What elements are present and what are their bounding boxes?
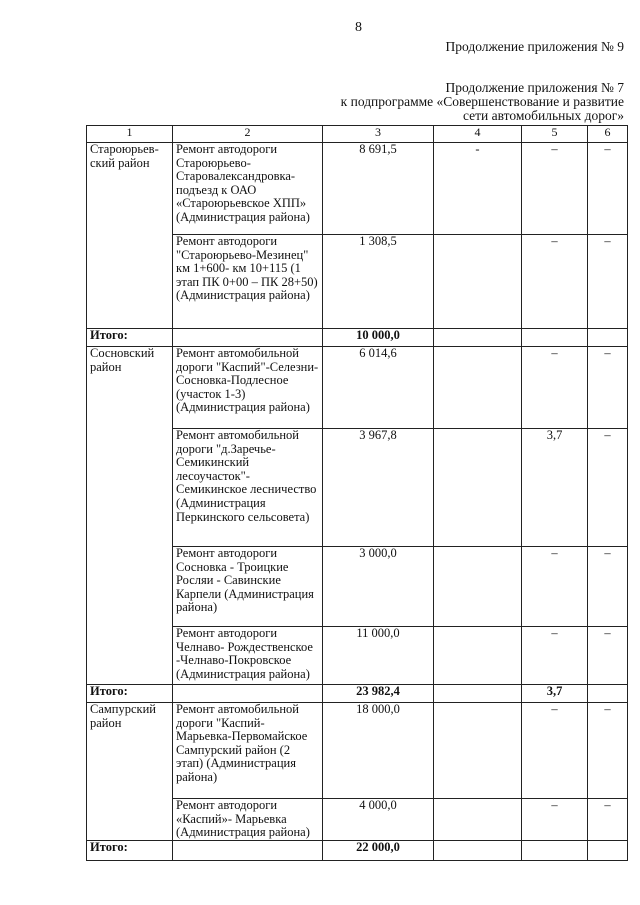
col4-cell xyxy=(434,347,522,429)
header-line-1: Продолжение приложения № 7 xyxy=(445,80,624,95)
column-header: 2 xyxy=(173,126,323,143)
work-description: Ремонт автодороги Челнаво- Рождественское -Челнаво-Покровское (Администрация района) xyxy=(173,627,323,685)
empty-cell xyxy=(434,841,522,861)
header-line-2: к подпрограмме «Совершенствование и развитие xyxy=(340,94,624,109)
empty-cell xyxy=(173,329,323,347)
column-header: 1 xyxy=(87,126,173,143)
table-row xyxy=(87,143,628,235)
col5-cell: – xyxy=(522,143,588,235)
column-header-row xyxy=(87,126,628,143)
col6-cell: – xyxy=(588,627,628,685)
col5-cell: – xyxy=(522,235,588,329)
empty-cell xyxy=(588,329,628,347)
road-repair-table xyxy=(86,125,628,861)
table-row xyxy=(87,703,628,799)
column-header: 3 xyxy=(323,126,434,143)
amount-cell: 11 000,0 xyxy=(323,627,434,685)
total-amount: 10 000,0 xyxy=(323,329,434,347)
total-row xyxy=(87,329,628,347)
total-col5: 3,7 xyxy=(522,685,588,703)
work-description: Ремонт автомобильной дороги "Каспий-Марьевка-Первомайское Сампурский район (2 этап) (Администрация района) xyxy=(173,703,323,799)
total-row xyxy=(87,685,628,703)
col5-cell: – xyxy=(522,627,588,685)
col5-cell: – xyxy=(522,703,588,799)
empty-cell xyxy=(434,685,522,703)
total-label: Итого: xyxy=(87,329,173,347)
col4-cell xyxy=(434,547,522,627)
total-row xyxy=(87,841,628,861)
amount-cell: 3 000,0 xyxy=(323,547,434,627)
work-description: Ремонт автодороги "Староюрьево-Мезинец" км 1+600- км 10+115 (1 этап ПК 0+00 – ПК 28+50) (Администрация района) xyxy=(173,235,323,329)
col6-cell: – xyxy=(588,547,628,627)
table-row xyxy=(87,347,628,429)
col6-cell: – xyxy=(588,143,628,235)
total-label: Итого: xyxy=(87,685,173,703)
header-line-3: сети автомобильных дорог» xyxy=(463,108,624,123)
page-number: 8 xyxy=(355,20,362,35)
amount-cell: 3 967,8 xyxy=(323,429,434,547)
col4-cell xyxy=(434,799,522,841)
col5-cell: 3,7 xyxy=(522,429,588,547)
col4-cell xyxy=(434,703,522,799)
empty-cell xyxy=(434,329,522,347)
amount-cell: 4 000,0 xyxy=(323,799,434,841)
empty-cell xyxy=(588,685,628,703)
total-amount: 23 982,4 xyxy=(323,685,434,703)
col4-cell: - xyxy=(434,143,522,235)
col6-cell: – xyxy=(588,347,628,429)
total-label: Итого: xyxy=(87,841,173,861)
amount-cell: 8 691,5 xyxy=(323,143,434,235)
col4-cell xyxy=(434,627,522,685)
total-amount: 22 000,0 xyxy=(323,841,434,861)
work-description: Ремонт автодороги Сосновка - Троицкие Росляи - Савинские Карпели (Администрация района) xyxy=(173,547,323,627)
col6-cell: – xyxy=(588,235,628,329)
district-name: Староюрьев-ский район xyxy=(87,143,173,329)
work-description: Ремонт автодороги «Каспий»- Марьевка (Администрация района) xyxy=(173,799,323,841)
col5-cell: – xyxy=(522,799,588,841)
amount-cell: 6 014,6 xyxy=(323,347,434,429)
work-description: Ремонт автомобильной дороги "Каспий"-Селезни-Сосновка-Подлесное (участок 1-3) (Администрация района) xyxy=(173,347,323,429)
total-col5 xyxy=(522,841,588,861)
col4-cell xyxy=(434,235,522,329)
empty-cell xyxy=(173,841,323,861)
column-header: 6 xyxy=(588,126,628,143)
col6-cell: – xyxy=(588,799,628,841)
empty-cell xyxy=(173,685,323,703)
amount-cell: 18 000,0 xyxy=(323,703,434,799)
work-description: Ремонт автодороги Староюрьево-Старовалександровка-подъезд к ОАО «Староюрьевское ХПП» (Администрация района) xyxy=(173,143,323,235)
work-description: Ремонт автомобильной дороги "д.Заречье-Семикинский лесоучасток"-Семикинское лесничество (Администрация Перкинского сельсовета) xyxy=(173,429,323,547)
district-name: Сампурский район xyxy=(87,703,173,841)
amount-cell: 1 308,5 xyxy=(323,235,434,329)
empty-cell xyxy=(588,841,628,861)
col5-cell: – xyxy=(522,347,588,429)
col6-cell: – xyxy=(588,703,628,799)
total-col5 xyxy=(522,329,588,347)
appendix-header xyxy=(341,81,624,123)
column-header: 5 xyxy=(522,126,588,143)
col6-cell: – xyxy=(588,429,628,547)
district-name: Сосновский район xyxy=(87,347,173,685)
col5-cell: – xyxy=(522,547,588,627)
col4-cell xyxy=(434,429,522,547)
appendix-continuation-label: Продолжение приложения № 9 xyxy=(445,39,624,54)
column-header: 4 xyxy=(434,126,522,143)
